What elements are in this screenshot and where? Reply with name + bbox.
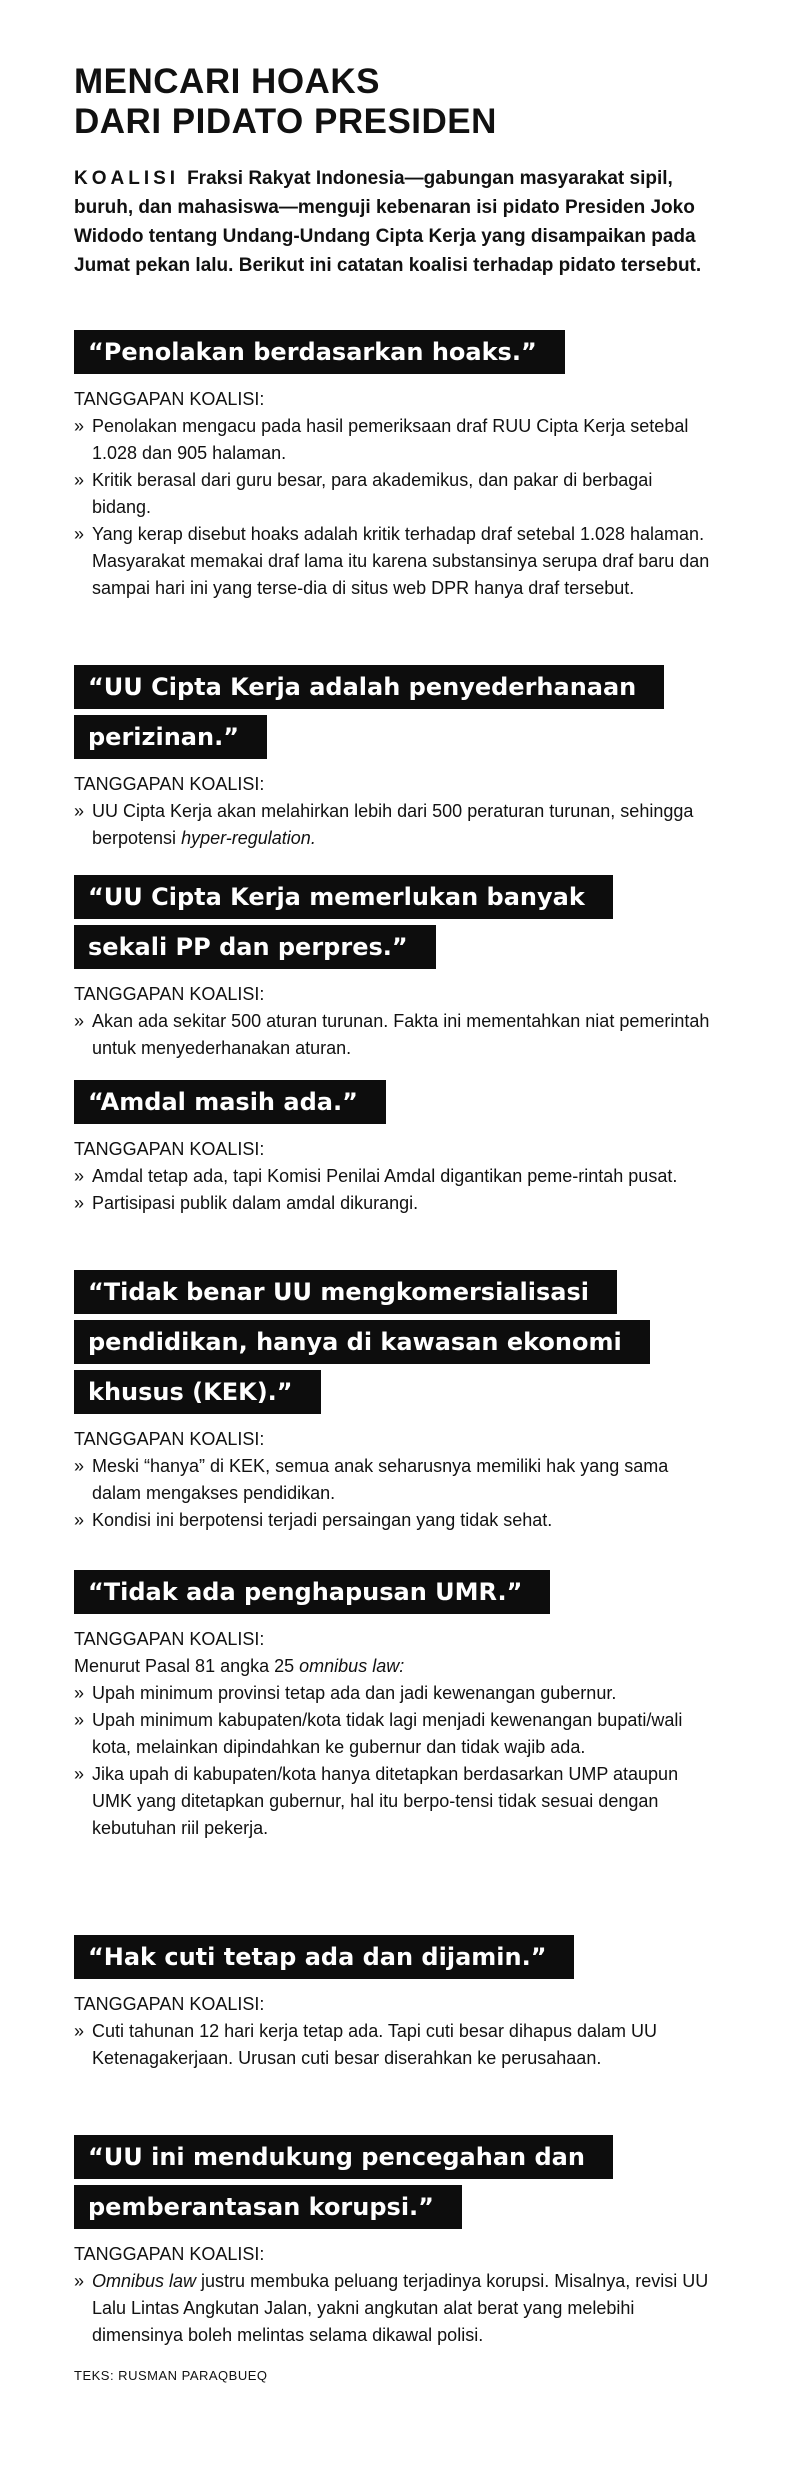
list-item: » Omnibus law justru membuka peluang terjadinya korupsi. Misalnya, revisi UU Lalu Lintas Angkutan Jalan, yakni angkutan alat berat yang melebihi dimensinya boleh melintas selama dikawal polisi. — [74, 2271, 709, 2345]
response-label: TANGGAPAN KOALISI: — [74, 1139, 265, 1159]
claim-quote: “Tidak benar UU mengkomersialisasi — [74, 1270, 617, 1314]
headline-line-2: DARI PIDATO PRESIDEN — [74, 102, 497, 141]
response-list — [74, 1680, 714, 1842]
claim-section-5 — [74, 1270, 714, 1534]
claim-section-4 — [74, 1080, 714, 1217]
headline — [74, 62, 714, 142]
response-label: TANGGAPAN KOALISI: — [74, 1429, 265, 1449]
claim-section-2 — [74, 665, 714, 852]
claim-quote: khusus (KEK).” — [74, 1370, 321, 1414]
claim-section-6 — [74, 1570, 714, 1842]
response-list — [74, 1163, 714, 1217]
claim-quote: “UU Cipta Kerja memerlukan banyak — [74, 875, 613, 919]
list-item: » Cuti tahunan 12 hari kerja tetap ada. Tapi cuti besar dihapus dalam UU Ketenagakerjaan. Urusan cuti besar diserahkan ke perusahaan. — [74, 2021, 658, 2068]
response-label: TANGGAPAN KOALISI: — [74, 774, 265, 794]
claim-section-3 — [74, 875, 714, 1062]
list-item: » UU Cipta Kerja akan melahirkan lebih dari 500 peraturan turunan, sehingga berpotensi hyper-regulation. — [74, 801, 694, 848]
intro-paragraph — [74, 164, 714, 280]
response-label: TANGGAPAN KOALISI: — [74, 1994, 265, 2014]
claim-section-7 — [74, 1935, 714, 2072]
claim-quote: “UU Cipta Kerja adalah penyederhanaan — [74, 665, 664, 709]
response-list — [74, 2268, 714, 2349]
list-item: » Meski “hanya” di KEK, semua anak seharusnya memiliki hak yang sama dalam mengakses pendidikan. — [74, 1456, 669, 1503]
list-item: » Upah minimum kabupaten/kota tidak lagi menjadi kewenangan bupati/wali kota, melainkan dipindahkan ke gubernur dan tidak wajib ada. — [74, 1710, 683, 1757]
list-item: » Kritik berasal dari guru besar, para akademikus, dan pakar di berbagai bidang. — [74, 470, 653, 517]
claim-quote: pemberantasan korupsi.” — [74, 2185, 462, 2229]
claim-quote: “Amdal masih ada.” — [74, 1080, 386, 1124]
claim-quote: pendidikan, hanya di kawasan ekonomi — [74, 1320, 650, 1364]
response-note: Menurut Pasal 81 angka 25 omnibus law: — [74, 1656, 405, 1676]
byline: TEKS: RUSMAN PARAQBUEQ — [74, 2368, 268, 2383]
claim-section-8 — [74, 2135, 714, 2349]
list-item: » Yang kerap disebut hoaks adalah kritik terhadap draf setebal 1.028 halaman. Masyarakat memakai draf lama itu karena substansinya serupa draf baru dan sampai hari ini yang terse-dia di situs web DPR hanya draf tersebut. — [74, 524, 710, 598]
list-item: » Amdal tetap ada, tapi Komisi Penilai Amdal digantikan peme-rintah pusat. — [74, 1166, 678, 1186]
response-list — [74, 1008, 714, 1062]
claim-quote: “Tidak ada penghapusan UMR.” — [74, 1570, 550, 1614]
list-item: » Partisipasi publik dalam amdal dikurangi. — [74, 1193, 419, 1213]
response-label: TANGGAPAN KOALISI: — [74, 389, 265, 409]
intro-text: Fraksi Rakyat Indonesia—gabungan masyarakat sipil, buruh, dan mahasiswa—menguji kebenaran isi pidato Presiden Joko Widodo tentang Undang-Undang Cipta Kerja yang disampaikan pada Jumat pekan lalu. Berikut ini catatan koalisi terhadap pidato tersebut. — [74, 168, 702, 276]
list-item: » Akan ada sekitar 500 aturan turunan. Fakta ini mementahkan niat pemerintah untuk menyederhanakan aturan. — [74, 1011, 710, 1058]
response-label: TANGGAPAN KOALISI: — [74, 1629, 265, 1649]
response-list — [74, 798, 714, 852]
claim-quote: sekali PP dan perpres.” — [74, 925, 436, 969]
response-list — [74, 413, 714, 602]
list-item: » Penolakan mengacu pada hasil pemeriksaan draf RUU Cipta Kerja setebal 1.028 dan 905 halaman. — [74, 416, 689, 463]
list-item: » Jika upah di kabupaten/kota hanya ditetapkan berdasarkan UMP ataupun UMK yang ditetapkan gubernur, hal itu berpo-tensi tidak sesuai dengan kebutuhan riil pekerja. — [74, 1764, 679, 1838]
headline-line-1: MENCARI HOAKS — [74, 62, 380, 101]
list-item: » Upah minimum provinsi tetap ada dan jadi kewenangan gubernur. — [74, 1683, 617, 1703]
intro-lead: KOALISI — [74, 168, 180, 189]
claim-section-1 — [74, 330, 714, 602]
claim-quote: “Penolakan berdasarkan hoaks.” — [74, 330, 565, 374]
claim-quote: “UU ini mendukung pencegahan dan — [74, 2135, 613, 2179]
list-item: » Kondisi ini berpotensi terjadi persaingan yang tidak sehat. — [74, 1510, 553, 1530]
claim-quote: “Hak cuti tetap ada dan dijamin.” — [74, 1935, 574, 1979]
response-list — [74, 2018, 714, 2072]
response-label: TANGGAPAN KOALISI: — [74, 2244, 265, 2264]
claim-quote: perizinan.” — [74, 715, 267, 759]
response-list — [74, 1453, 714, 1534]
response-label: TANGGAPAN KOALISI: — [74, 984, 265, 1004]
